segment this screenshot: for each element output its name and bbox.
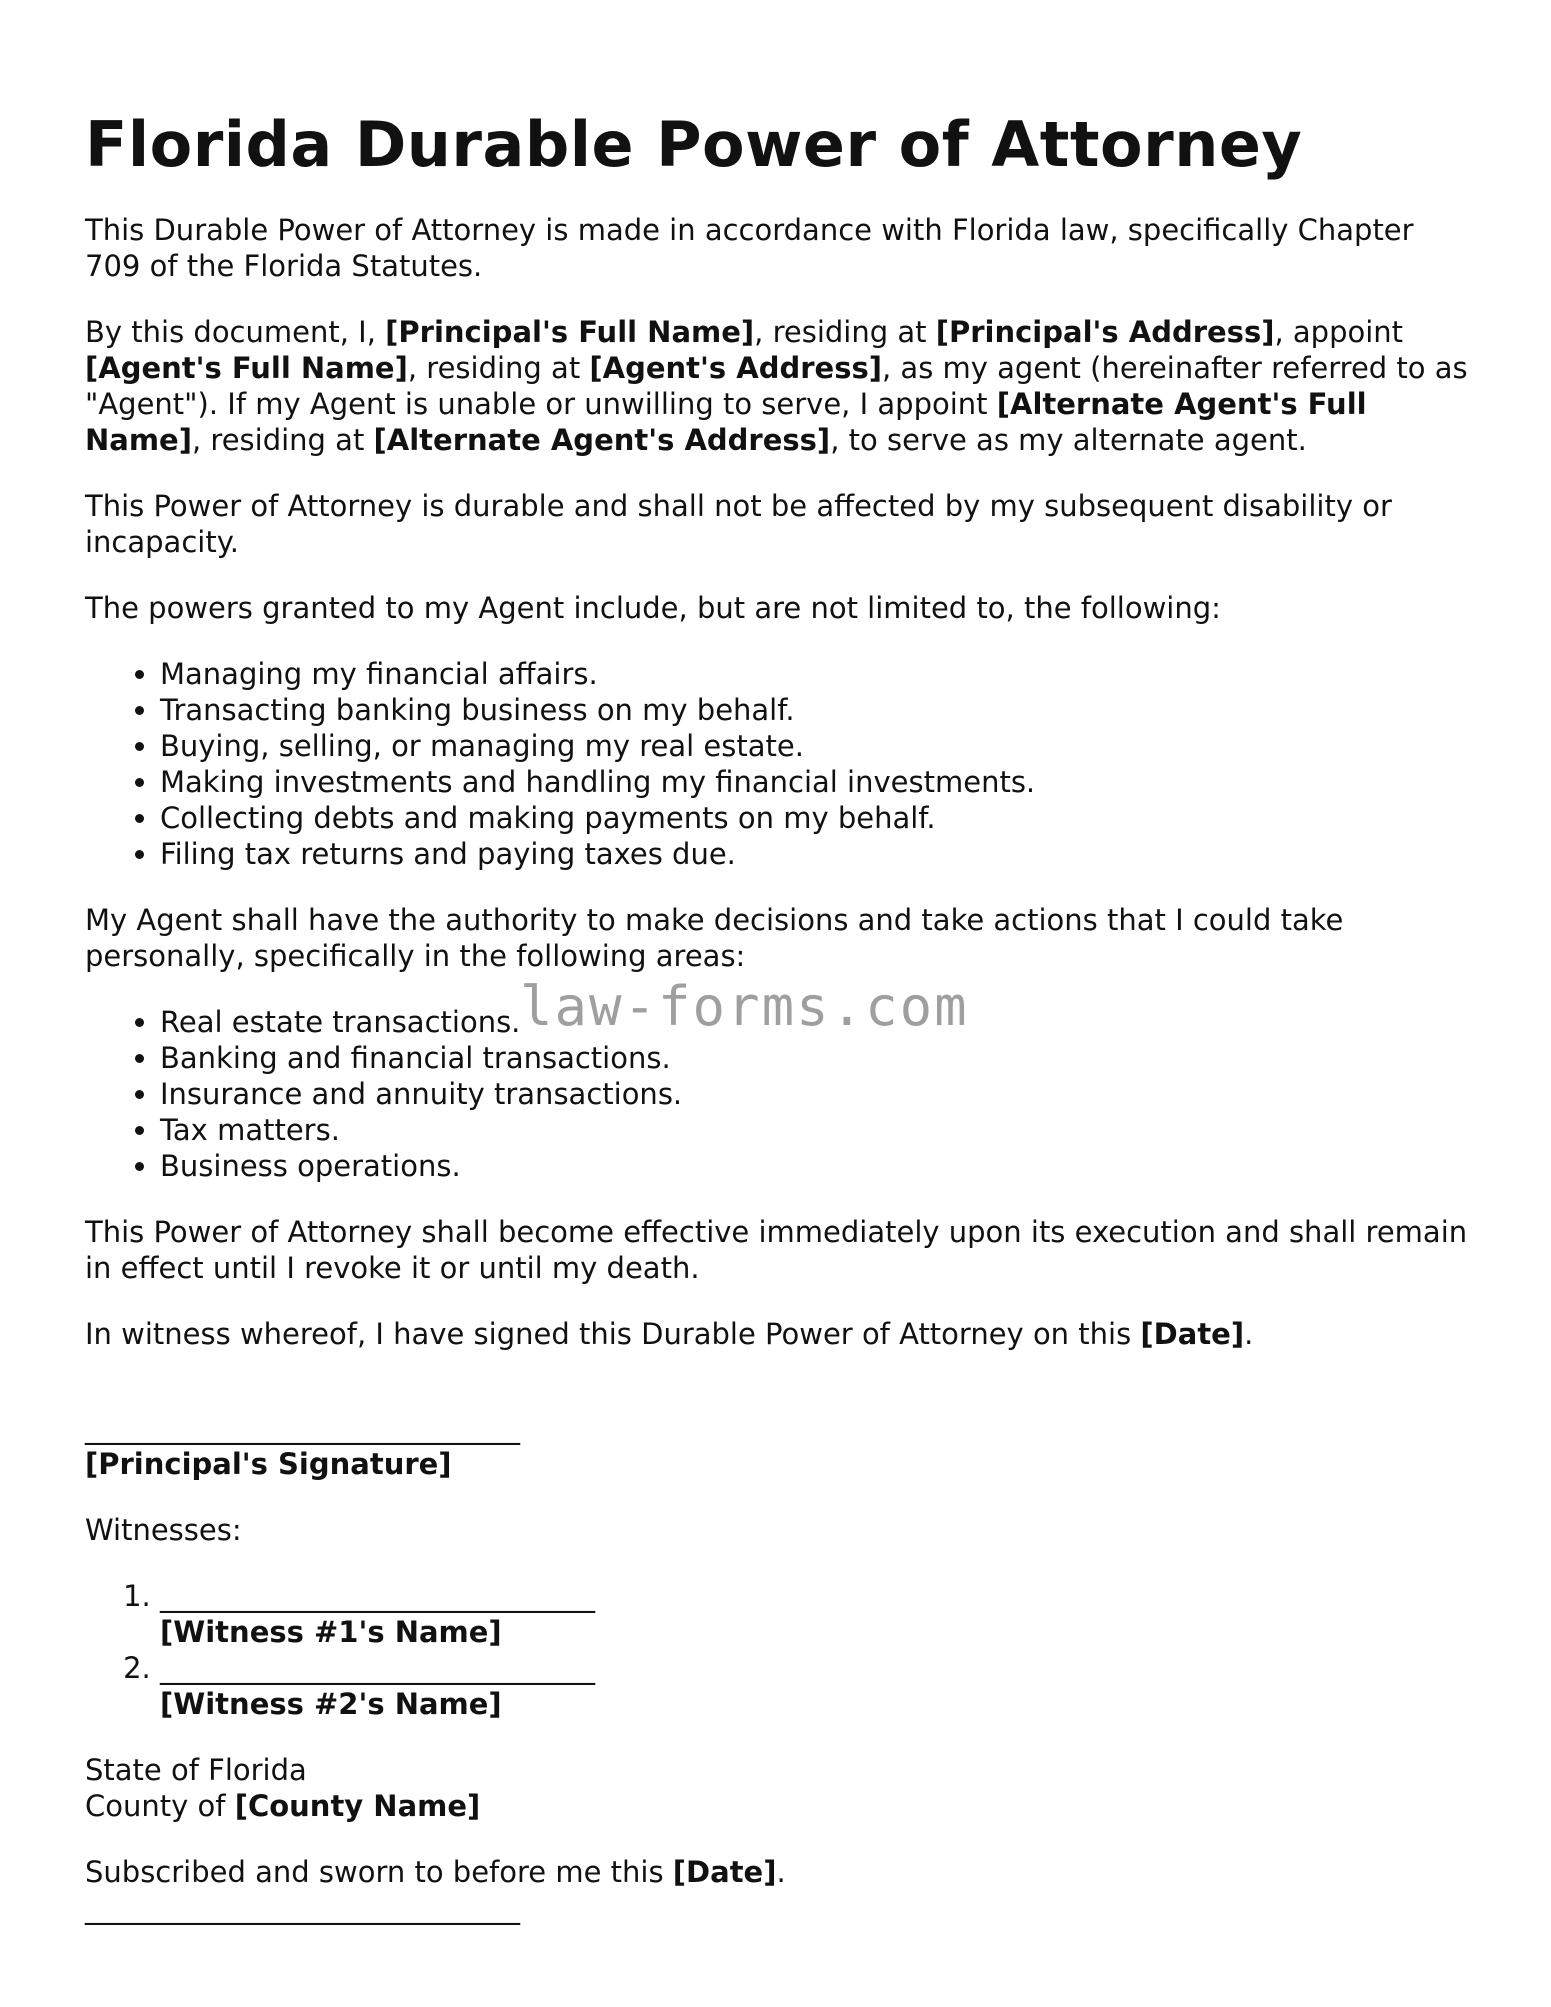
list-item: • Filing tax returns and paying taxes due. [160, 836, 1475, 872]
powers-list [85, 656, 1475, 872]
date-placeholder: [Date] [1140, 1317, 1245, 1351]
text-fragment: , residing at [754, 315, 936, 349]
text-fragment: , appoint [1274, 315, 1404, 349]
list-item: • Banking and financial transactions. [160, 1040, 1475, 1076]
list-item: • Business operations. [160, 1148, 1475, 1184]
intro-paragraph: This Durable Power of Attorney is made in accordance with Florida law, specifically Chapter 709 of the Florida Statutes. [85, 213, 1414, 283]
list-item: • Managing my financial affairs. [160, 656, 1475, 692]
document-title: Florida Durable Power of Attorney [85, 108, 1303, 181]
text-fragment: , residing at [407, 351, 590, 385]
text-fragment: , residing at [191, 423, 374, 457]
appointment-paragraph [85, 314, 1475, 458]
sworn-date-placeholder: [Date] [672, 1855, 777, 1889]
list-item: • Buying, selling, or managing my real estate. [160, 728, 1475, 764]
powers-intro: The powers granted to my Agent include, but are not limited to, the following: [85, 591, 1221, 625]
agent-address-placeholder: [Agent's Address] [589, 351, 882, 385]
text-fragment: , to serve as my alternate agent. [830, 423, 1307, 457]
witness-statement [85, 1316, 1475, 1352]
state-line: State of Florida [85, 1753, 307, 1787]
sworn-text: Subscribed and sworn to before me this [85, 1855, 673, 1889]
witness-item [160, 1578, 1475, 1650]
alt-agent-name-placeholder: [Alternate Agent's Full Name] [85, 387, 1367, 457]
watermark: law-forms.com [520, 975, 969, 1038]
principal-name-placeholder: [Principal's Full Name] [385, 315, 755, 349]
witness-1-label: [Witness #1's Name] [160, 1615, 502, 1649]
list-item: • Making investments and handling my financial investments. [160, 764, 1475, 800]
witnesses-heading: Witnesses: [85, 1513, 242, 1547]
principal-signature-label: [Principal's Signature] [85, 1447, 452, 1481]
signature-line: 2. ______________________________ [160, 1651, 595, 1685]
list-item: • Insurance and annuity transactions. [160, 1076, 1475, 1112]
county-placeholder: [County Name] [234, 1789, 481, 1823]
notary-signature-line: ______________________________ [85, 1891, 520, 1925]
durable-paragraph: This Power of Attorney is durable and shall not be affected by my subsequent disability or incapacity. [85, 489, 1392, 559]
county-prefix: County of [85, 1789, 235, 1823]
principal-signature-block [85, 1410, 1475, 1482]
list-item: • Real estate transactions. [160, 1004, 1475, 1040]
document-page [85, 110, 1475, 1956]
alt-agent-address-placeholder: [Alternate Agent's Address] [373, 423, 831, 457]
text-fragment: In witness whereof, I have signed this Durable Power of Attorney on this [85, 1317, 1141, 1351]
authority-intro: My Agent shall have the authority to make decisions and take actions that I could take personally, specifically in the following areas: [85, 903, 1344, 973]
list-item: • Collecting debts and making payments on my behalf. [160, 800, 1475, 836]
sworn-end: . [776, 1855, 786, 1889]
list-item: • Tax matters. [160, 1112, 1475, 1148]
signature-line: ______________________________ [85, 1411, 520, 1445]
witnesses-list [85, 1578, 1475, 1722]
areas-list [85, 1004, 1475, 1184]
agent-name-placeholder: [Agent's Full Name] [85, 351, 408, 385]
witness-2-label: [Witness #2's Name] [160, 1687, 502, 1721]
effective-paragraph: This Power of Attorney shall become effective immediately upon its execution and shall remain in effect until I revoke it or until my death. [85, 1215, 1468, 1285]
text-fragment: By this document, I, [85, 315, 386, 349]
notary-venue [85, 1752, 1475, 1824]
text-fragment: . [1244, 1317, 1254, 1351]
text-fragment: , as my agent (hereinafter referred to as "Agent"). If my Agent is unable or unwilling to serve, I appoint [85, 351, 1468, 421]
principal-address-placeholder: [Principal's Address] [935, 315, 1275, 349]
list-item: • Transacting banking business on my behalf. [160, 692, 1475, 728]
notary-sworn [85, 1854, 1475, 1926]
signature-line: 1. ______________________________ [160, 1579, 595, 1613]
witness-item [160, 1650, 1475, 1722]
